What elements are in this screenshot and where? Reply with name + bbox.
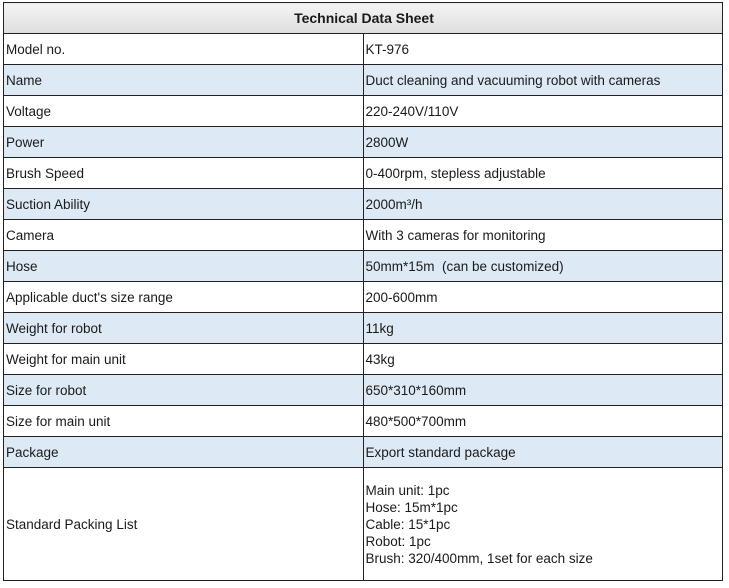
spec-label: Hose bbox=[4, 251, 364, 282]
packing-line: Brush: 320/400mm, 1set for each size bbox=[365, 550, 593, 566]
spec-value: 50mm*15m (can be customized) bbox=[363, 251, 723, 282]
spec-value: KT-976 bbox=[363, 34, 723, 65]
spec-row bbox=[4, 158, 723, 189]
spec-row bbox=[4, 34, 723, 65]
spec-row bbox=[4, 313, 723, 344]
spec-value: 2800W bbox=[363, 127, 723, 158]
spec-row bbox=[4, 189, 723, 220]
packing-list-row bbox=[4, 468, 723, 581]
spec-row bbox=[4, 127, 723, 158]
spec-row bbox=[4, 65, 723, 96]
spec-label: Weight for main unit bbox=[4, 344, 364, 375]
spec-label: Camera bbox=[4, 220, 364, 251]
spec-row bbox=[4, 220, 723, 251]
spec-label: Voltage bbox=[4, 96, 364, 127]
spec-value: 200-600mm bbox=[363, 282, 723, 313]
spec-value: 11kg bbox=[363, 313, 723, 344]
spec-value: 2000m³/h bbox=[363, 189, 723, 220]
spec-row bbox=[4, 375, 723, 406]
spec-value: Duct cleaning and vacuuming robot with cameras bbox=[363, 65, 723, 96]
spec-row bbox=[4, 406, 723, 437]
spec-value: With 3 cameras for monitoring bbox=[363, 220, 723, 251]
spec-row bbox=[4, 96, 723, 127]
spec-row bbox=[4, 437, 723, 468]
spec-label: Applicable duct's size range bbox=[4, 282, 364, 313]
spec-label: Size for robot bbox=[4, 375, 364, 406]
spec-row bbox=[4, 251, 723, 282]
technical-data-sheet bbox=[3, 2, 723, 581]
spec-row bbox=[4, 344, 723, 375]
spec-value: 650*310*160mm bbox=[363, 375, 723, 406]
spec-label: Package bbox=[4, 437, 364, 468]
spec-value: 480*500*700mm bbox=[363, 406, 723, 437]
spec-value: 220-240V/110V bbox=[363, 96, 723, 127]
packing-line: Robot: 1pc bbox=[365, 533, 431, 549]
spec-value: Export standard package bbox=[363, 437, 723, 468]
spec-value: 0-400rpm, stepless adjustable bbox=[363, 158, 723, 189]
spec-label: Model no. bbox=[4, 34, 364, 65]
packing-list-label: Standard Packing List bbox=[4, 468, 364, 581]
spec-value: 43kg bbox=[363, 344, 723, 375]
spec-label: Suction Ability bbox=[4, 189, 364, 220]
sheet-title: Technical Data Sheet bbox=[4, 3, 723, 34]
spec-table bbox=[3, 2, 723, 581]
spec-label: Size for main unit bbox=[4, 406, 364, 437]
packing-line: Main unit: 1pc bbox=[365, 482, 450, 498]
spec-label: Weight for robot bbox=[4, 313, 364, 344]
spec-label: Power bbox=[4, 127, 364, 158]
spec-label: Brush Speed bbox=[4, 158, 364, 189]
packing-list-value bbox=[363, 468, 723, 581]
spec-label: Name bbox=[4, 65, 364, 96]
spec-row bbox=[4, 282, 723, 313]
packing-line: Hose: 15m*1pc bbox=[365, 499, 458, 515]
packing-line: Cable: 15*1pc bbox=[365, 516, 451, 532]
title-row bbox=[4, 3, 723, 34]
